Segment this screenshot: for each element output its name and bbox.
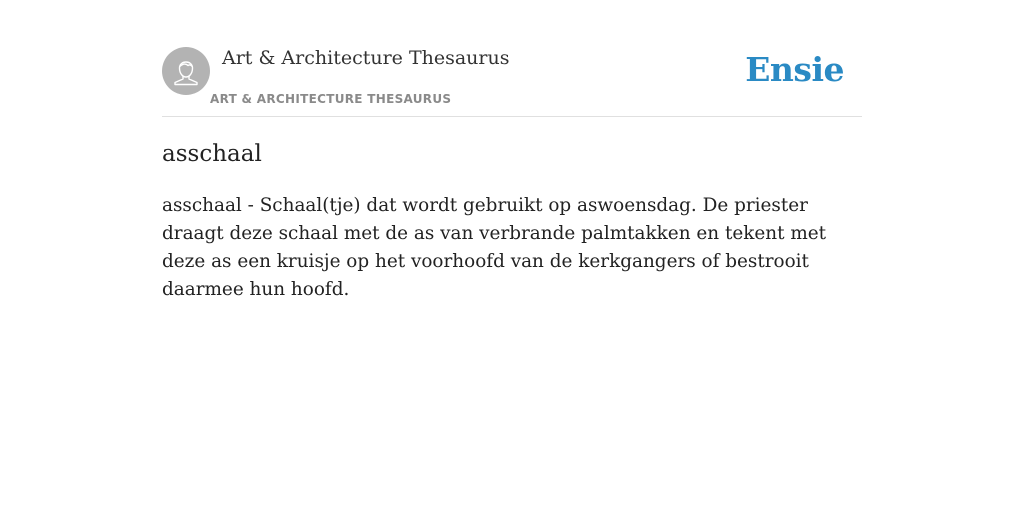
user-icon [162,47,210,95]
avatar[interactable] [162,47,210,95]
entry-title: asschaal [162,141,262,167]
author-profile-link[interactable]: ART & ARCHITECTURE THESAURUS [210,92,452,106]
entry-body: asschaal - Schaal(tje) dat wordt gebruikt op aswoensdag. De priester draagt deze schaal met de as van verbrande palmtakken en tekent met deze as een kruisje op het voorhoofd van de kerkgangers of bestrooit daarmee hun hoofd. [162,195,827,300]
author-name[interactable]: Art & Architecture Thesaurus [222,47,510,69]
brand-logo[interactable]: Ensie [745,50,844,89]
page-header [162,46,862,117]
